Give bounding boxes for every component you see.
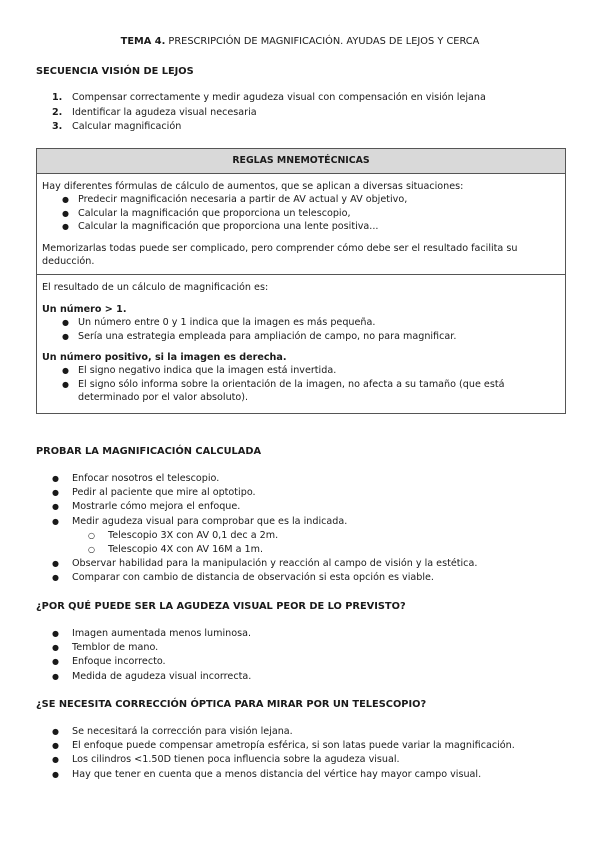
probar-list bbox=[52, 472, 477, 586]
formulas-list bbox=[42, 193, 560, 233]
cell-intro: Hay diferentes fórmulas de cálculo de aumentos, que se aplican a diversas situaciones: bbox=[42, 181, 464, 192]
list-item: 2. Identificar la agudeza visual necesaria bbox=[52, 106, 257, 118]
heading-secuencia: SECUENCIA VISIÓN DE LEJOS bbox=[36, 66, 194, 77]
group-title: Un número positivo, si la imagen es derecha. bbox=[42, 352, 287, 364]
list-item: ● Imagen aumentada menos luminosa. bbox=[52, 627, 251, 641]
bullet-icon: ● bbox=[52, 488, 59, 498]
list-item: ● Predecir magnificación necesaria a partir de AV actual y AV objetivo, bbox=[62, 194, 408, 206]
list-item: ● Comparar con cambio de distancia de observación si esta opción es viable. bbox=[52, 571, 477, 585]
group-title: Un número > 1. bbox=[42, 303, 127, 315]
correccion-list bbox=[52, 725, 515, 782]
list-subitem: ○ Telescopio 3X con AV 0,1 dec a 2m. bbox=[52, 529, 477, 543]
list-item: ● Observar habilidad para la manipulación y reacción al campo de visión y la estética. bbox=[52, 557, 477, 571]
group1-list bbox=[42, 316, 560, 343]
list-subitem: ○ Telescopio 4X con AV 16M a 1m. bbox=[52, 543, 477, 557]
circle-bullet-icon: ○ bbox=[88, 544, 95, 554]
group2-list bbox=[42, 364, 560, 404]
list-item: ● Enfoque incorrecto. bbox=[52, 655, 251, 669]
bullet-icon: ● bbox=[62, 366, 69, 376]
page-title bbox=[0, 36, 600, 47]
bullet-icon: ● bbox=[52, 573, 59, 583]
list-item: ● Los cilindros <1.50D tienen poca influencia sobre la agudeza visual. bbox=[52, 753, 515, 767]
bullet-icon: ● bbox=[62, 331, 69, 341]
list-item: ● Medir agudeza visual para comprobar que es la indicada. bbox=[52, 515, 477, 529]
list-item: ● Medida de agudeza visual incorrecta. bbox=[52, 670, 251, 684]
list-item: ● Pedir al paciente que mire al optotipo. bbox=[52, 486, 477, 500]
bullet-icon: ● bbox=[52, 755, 59, 765]
list-item: ● Enfocar nosotros el telescopio. bbox=[52, 472, 477, 486]
heading-peor: ¿POR QUÉ PUEDE SER LA AGUDEZA VISUAL PEOR DE LO PREVISTO? bbox=[36, 601, 406, 612]
bullet-icon: ● bbox=[62, 318, 69, 328]
bullet-icon: ● bbox=[52, 474, 59, 483]
bullet-icon: ● bbox=[52, 516, 59, 526]
reglas-header: REGLAS MNEMOTÉCNICAS bbox=[37, 149, 565, 174]
list-item: ● El enfoque puede compensar ametropía esférica, si son latas puede variar la magnificación. bbox=[52, 739, 515, 753]
secuencia-list bbox=[52, 91, 486, 135]
bullet-icon: ● bbox=[52, 559, 59, 569]
bullet-icon: ● bbox=[52, 727, 59, 736]
list-item: ● El signo sólo informa sobre la orientación de la imagen, no afecta a su tamaño (que está determinado por el valor absoluto). bbox=[62, 378, 505, 404]
bullet-icon: ● bbox=[62, 195, 69, 205]
title-prefix: TEMA 4. bbox=[120, 36, 166, 47]
bullet-icon: ● bbox=[62, 379, 69, 389]
title-text: PRESCRIPCIÓN DE MAGNIFICACIÓN. AYUDAS DE LEJOS Y CERCA bbox=[165, 36, 480, 47]
heading-correccion: ¿SE NECESITA CORRECCIÓN ÓPTICA PARA MIRAR POR UN TELESCOPIO? bbox=[36, 699, 427, 710]
cell-intro: El resultado de un cálculo de magnificación es: bbox=[42, 282, 269, 294]
list-item: ● Calcular la magnificación que proporciona un telescopio, bbox=[62, 207, 351, 219]
list-item: ● Un número entre 0 y 1 indica que la imagen es más pequeña. bbox=[62, 317, 376, 329]
bullet-icon: ● bbox=[52, 629, 59, 638]
bullet-icon: ● bbox=[52, 643, 59, 653]
list-item: ● Mostrarle cómo mejora el enfoque. bbox=[52, 500, 477, 514]
peor-list bbox=[52, 627, 251, 684]
list-item: ● Se necesitará la corrección para visión lejana. bbox=[52, 725, 515, 739]
reglas-cell-formulas bbox=[37, 174, 565, 274]
list-item: ● El signo negativo indica que la imagen está invertida. bbox=[62, 365, 337, 377]
bullet-icon: ● bbox=[52, 657, 59, 667]
list-item: ● Calcular la magnificación que proporciona una lente positiva... bbox=[62, 221, 379, 233]
list-item: ● Temblor de mano. bbox=[52, 641, 251, 655]
bullet-icon: ● bbox=[52, 741, 59, 751]
bullet-icon: ● bbox=[52, 769, 59, 779]
list-item: ● Hay que tener en cuenta que a menos distancia del vértice hay mayor campo visual. bbox=[52, 768, 515, 782]
bullet-icon: ● bbox=[52, 671, 59, 681]
list-item: 1. Compensar correctamente y medir agudeza visual con compensación en visión lejana bbox=[52, 92, 486, 103]
reglas-cell-resultado bbox=[37, 274, 565, 412]
list-item: ● Sería una estrategia empleada para ampliación de campo, no para magnificar. bbox=[62, 330, 457, 342]
heading-probar: PROBAR LA MAGNIFICACIÓN CALCULADA bbox=[36, 446, 262, 457]
cell-outro: Memorizarlas todas puede ser complicado, pero comprender cómo debe ser el resultado facilita su deducción. bbox=[42, 242, 518, 268]
reglas-table bbox=[36, 148, 566, 414]
bullet-icon: ● bbox=[52, 502, 59, 512]
list-item: 3. Calcular magnificación bbox=[52, 121, 182, 132]
bullet-icon: ● bbox=[62, 222, 69, 232]
bullet-icon: ● bbox=[62, 208, 69, 218]
circle-bullet-icon: ○ bbox=[88, 530, 95, 540]
